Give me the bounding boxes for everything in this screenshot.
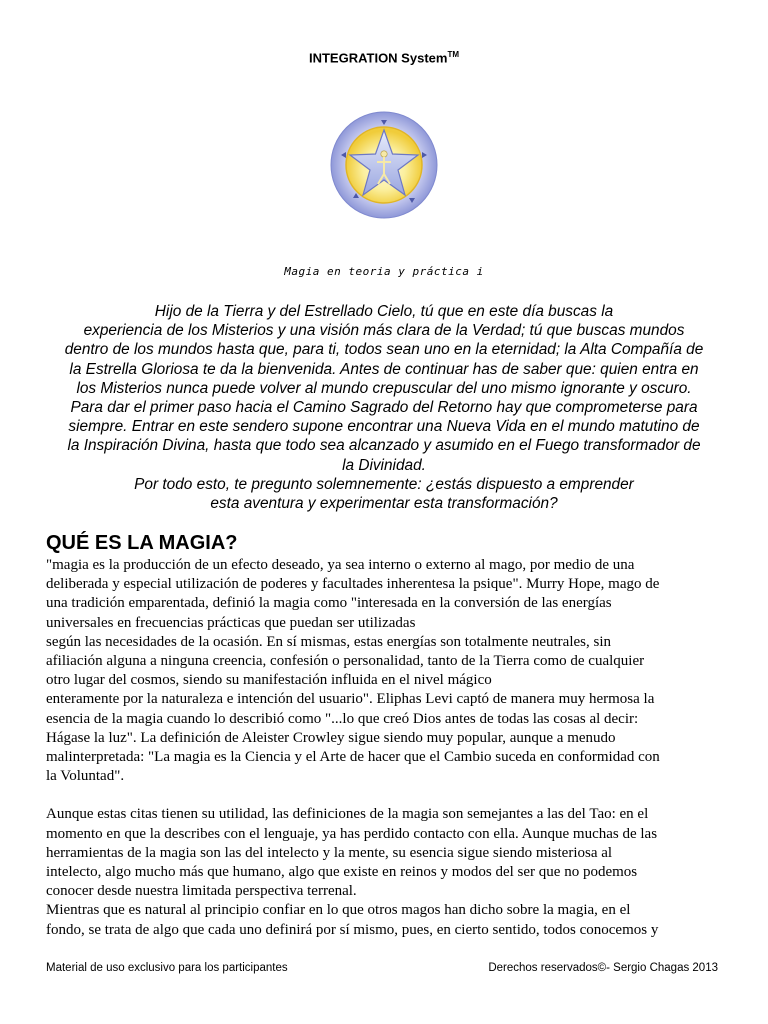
intro-line: la Divinidad. — [342, 456, 426, 474]
body-line: malinterpretada: "La magia es la Ciencia y el Arte de hacer que el Cambio suceda en conformidad con — [46, 749, 660, 766]
intro-line: esta aventura y experimentar esta transformación? — [210, 495, 558, 513]
body-line: fondo, se trata de algo que cada uno definirá por sí mismo, pues, en cierto sentido, todos conocemos y — [46, 921, 659, 938]
body-line: Aunque estas citas tienen su utilidad, las definiciones de la magia son semejantes a las del Tao: en el — [46, 806, 649, 823]
body-line: esencia de la magia cuando lo describió como "...lo que creó Dios antes de todas las cosas al decir: — [46, 710, 639, 727]
title-text: INTEGRATION System — [308, 50, 448, 66]
body-line: intelecto, algo mucho más que humano, algo que existe en reinos y modos del ser que no podemos — [46, 864, 638, 881]
intro-line: los Misterios nunca puede volver al mundo crepuscular del uno mismo ignorante y oscuro. — [76, 379, 692, 397]
body-line: Mientras que es natural al principio confiar en lo que otros magos han dicho sobre la magia, en el — [46, 902, 631, 919]
intro-line: siempre. Entrar en este sendero supone encontrar una Nueva Vida en el mundo matutino de — [68, 418, 700, 436]
trademark-mark: TM — [447, 50, 459, 59]
body-line: momento en que la describes con el lenguaje, ya has perdido contacto con ella. Aunque muchas de las — [46, 825, 658, 842]
footer-left: Material de uso exclusivo para los participantes — [46, 962, 288, 974]
paragraph-gap — [46, 786, 726, 805]
intro-line: la Estrella Gloriosa te da la bienvenida. Antes de continuar has de saber que: quien entra en — [69, 360, 699, 378]
intro-line: Por todo esto, te pregunto solemnemente: ¿estás dispuesto a emprender — [134, 475, 634, 493]
section-heading: QUÉ ES LA MAGIA? — [46, 532, 238, 554]
subtitle: Magia en teoria y práctica i — [284, 265, 484, 278]
star-emblem-icon — [329, 110, 439, 220]
body-line: afiliación alguna a ninguna creencia, confesión o personalidad, tanto de la Tierra como de cualquier — [46, 653, 645, 670]
intro-line: Para dar el primer paso hacia el Camino Sagrado del Retorno hay que comprometerse para — [70, 399, 698, 417]
body-line: según las necesidades de la ocasión. En sí mismas, estas energías son totalmente neutrales, sin — [46, 633, 611, 650]
body-line: deliberada y especial utilización de poderes y facultades inherentesa la psique". Murry Hope, mago de — [46, 576, 660, 593]
body-line: Hágase la luz". La definición de Aleister Crowley sigue siendo muy popular, aunque a menudo — [46, 729, 616, 746]
page-footer — [46, 962, 718, 974]
body-line: universales en frecuencias prácticas que puedan ser utilizadas — [46, 614, 416, 631]
body-text — [46, 556, 726, 940]
intro-line: Hijo de la Tierra y del Estrellado Cielo, tú que en este día buscas la — [154, 303, 614, 320]
intro-line: experiencia de los Misterios y una visión más clara de la Verdad; tú que buscas mundos — [83, 322, 685, 340]
intro-line: dentro de los mundos hasta que, para ti, todos sean uno en la eternidad; la Alta Compañía de — [64, 341, 704, 359]
body-line: conocer desde nuestra limitada perspectiva terrenal. — [46, 883, 357, 900]
document-title — [0, 50, 768, 65]
body-line: herramientas de la magia son las del intelecto y la mente, su esencia sigue siendo misteriosa al — [46, 844, 613, 861]
intro-line: la Inspiración Divina, hasta que todo sea alcanzado y asumido en el Fuego transformador de — [67, 437, 701, 455]
body-line: la Voluntad". — [46, 768, 125, 785]
intro-paragraph — [40, 302, 728, 513]
body-line: enteramente por la naturaleza e intención del usuario". Eliphas Levi captó de manera muy hermosa la — [46, 691, 655, 708]
body-line: una tradición emparentada, definió la magia como "interesada en la conversión de las energías — [46, 595, 612, 612]
body-line: otro lugar del cosmos, siendo su manifestación influida en el nivel mágico — [46, 672, 492, 689]
footer-right: Derechos reservados©- Sergio Chagas 2013 — [488, 962, 718, 974]
body-line: "magia es la producción de un efecto deseado, ya sea interno o externo al mago, por medio de una — [46, 557, 635, 573]
